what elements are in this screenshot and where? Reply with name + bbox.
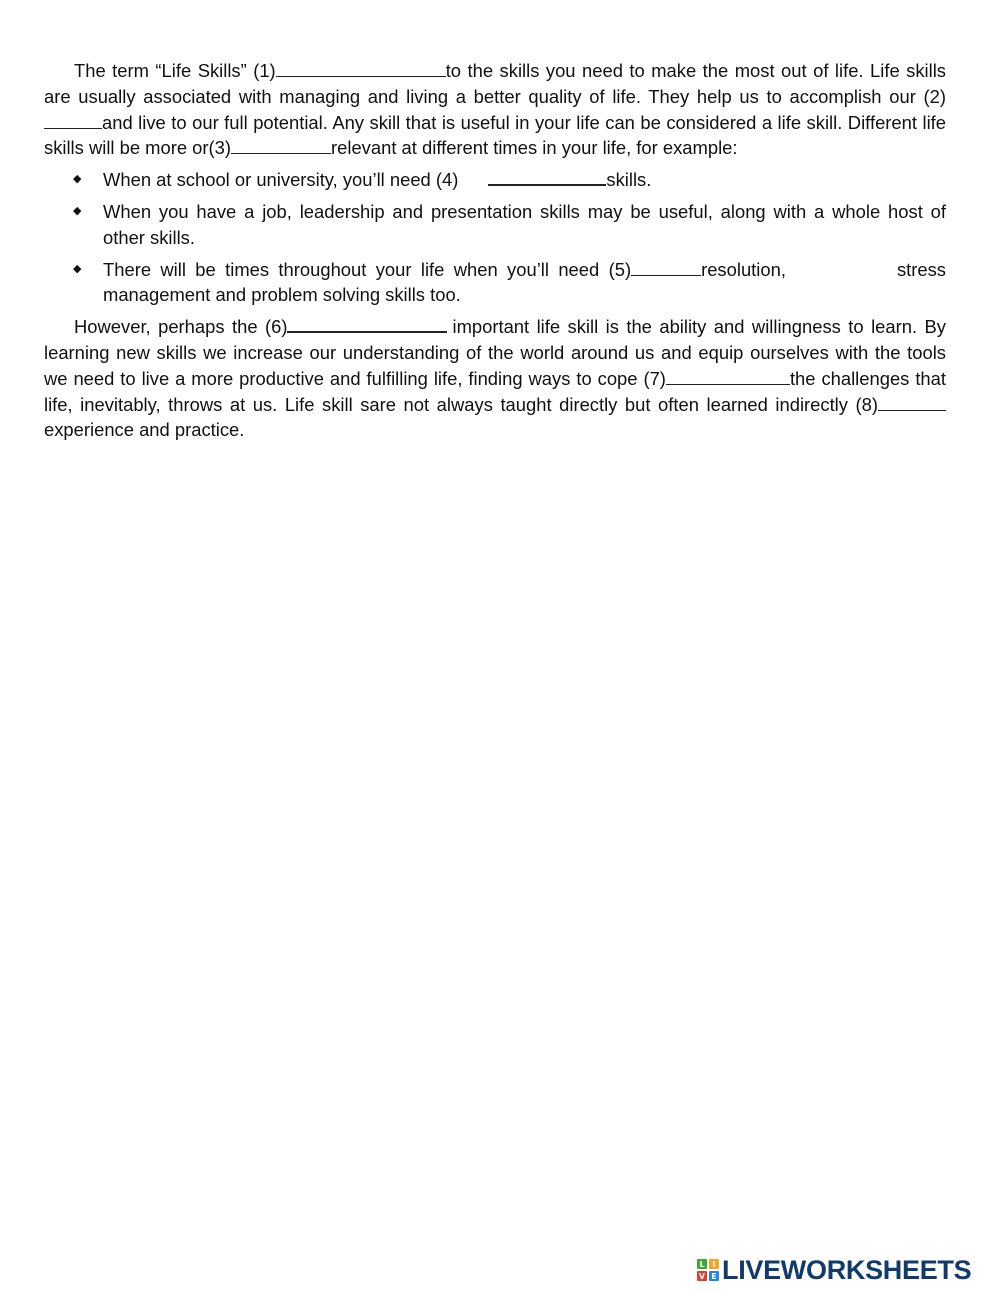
answer-blank-5[interactable] bbox=[631, 258, 701, 276]
paragraph-conclusion: However, perhaps the (6) important life skill is the ability and willingness to learn. By learning new skills we increase our understanding of the world around us and equip ourselves with the tools we need to live a more productive and fulfilling life, finding ways to cope (7) the challenges that life, inevitably, throws at us. Life skill sare not always taught directly but often learned indirectly (8)experience and practice. bbox=[44, 316, 946, 441]
answer-blank-4[interactable] bbox=[488, 167, 606, 186]
paragraph-intro bbox=[44, 58, 946, 161]
text: to the skills you need to make the most out of life. Life skills are usually associated with managing and living a better quality of life. They help us to accomplish our (2) bbox=[44, 60, 946, 107]
list-item: ◆ When you have a job, leadership and presentation skills may be useful, along with a whole host of other skills. bbox=[73, 200, 946, 248]
logo-tile: L bbox=[697, 1259, 707, 1269]
text: relevant at different times in your life, for example: bbox=[331, 137, 738, 159]
list-item: ◆ There will be times throughout your life when you’ll need (5) resolution, stress management and problem solving skills too. bbox=[73, 258, 946, 306]
logo-tile: I bbox=[709, 1259, 719, 1269]
text: and live to our full potential. Any skill that is useful in your life can be considered a life skill. Different life skills will be more or(3) bbox=[44, 111, 946, 159]
bullet-icon: ◆ bbox=[73, 204, 82, 217]
worksheet bbox=[44, 58, 946, 443]
logo-tile: E bbox=[709, 1271, 719, 1281]
liveworksheets-logo bbox=[697, 1253, 971, 1287]
bullet-list bbox=[44, 167, 946, 308]
answer-blank-6[interactable] bbox=[287, 314, 447, 333]
answer-blank-8[interactable] bbox=[878, 393, 946, 411]
answer-blank-1[interactable] bbox=[276, 59, 446, 77]
logo-tile: V bbox=[698, 1271, 706, 1281]
answer-blank-3[interactable] bbox=[231, 136, 331, 154]
answer-blank-7[interactable] bbox=[666, 367, 790, 385]
logo-icon bbox=[697, 1259, 719, 1281]
answer-blank-2[interactable] bbox=[44, 111, 102, 129]
bullet-icon: ◆ bbox=[73, 262, 82, 275]
text: The term “Life Skills” (1) bbox=[74, 60, 276, 81]
list-item: ◆ When at school or university, you’ll need (4) skills. bbox=[44, 167, 946, 193]
brand-name: LIVEWORKSHEETS bbox=[722, 1254, 972, 1285]
bullet-icon: ◆ bbox=[73, 173, 82, 186]
